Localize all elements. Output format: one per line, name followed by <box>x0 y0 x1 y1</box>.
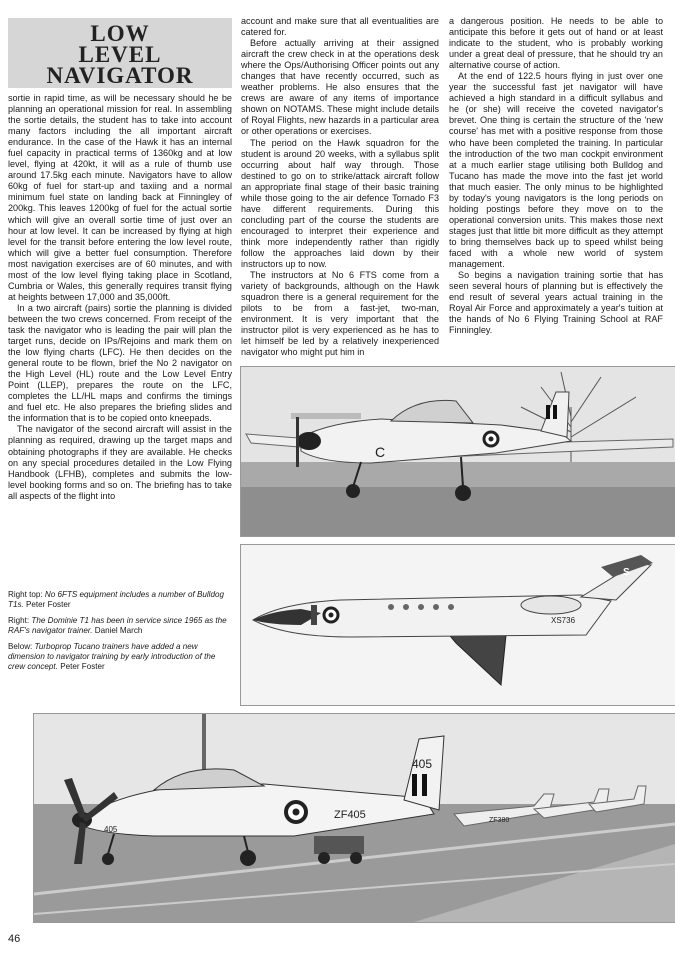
paragraph: So begins a navigation training sortie that has seen several hours of planning but is effectively the end result of several years actual training in the Royal Air Force and approximately a year's tuition at the hands of No 6 Flying Training School at RAF Finningley. <box>449 270 663 336</box>
paragraph: In a two aircraft (pairs) sortie the planning is divided between the two crews concerned. From receipt of the task the navigator who is leading the pair will plan the target runs, decide on IPs/Rejoins and mark them on the low flying charts (LFC). He then decides on the general route to be flown, brief the No 2 navigator on the High Level (HL) route and the Low Level Entry Point (LLEP), prepares the route on the LFC, completes the LL/HL maps and confirms the timings and fuel etc. He also prepares the briefing slides and the information that is to be copied onto kneepads. <box>8 302 232 424</box>
photo-tucano <box>33 713 675 923</box>
paragraph: At the end of 122.5 hours flying in just over one year the successful fast jet navigator will have achieved a high standard in a difficult syllabus and he (or she) will receive the coveted navigator's brevet. One thing is certain the structure of the 'new course' has met with a positive response from those who have been completed the training. In particular the introduction of the two man cockpit environment at a much earlier stage utilising both Bulldog and Tucano has made the move into the fast jet world that much easier. The only minus to be highlighted by today's young navigators is the long periods on holding postings before they move on to the operational conversion units. This makes those next stages just that little bit more difficult as they attempt to bring themselves back up to speed whilst being faced with a whole new world of system management. <box>449 71 663 270</box>
tucano-nose-number: 405 <box>104 825 118 834</box>
tucano2-serial: ZF380 <box>489 817 510 824</box>
paragraph: The period on the Hawk squadron for the student is around 20 weeks, with a syllabus split occurring about half way through. Those destined to go on to strike/attack aircraft follow an appropriate final stage of their basic training while those going to the air defence Tornado F3 have different requirements. During this concluding part of the course the students are encouraged to interpret their experience and think more independently rather than rigidly follow the approaches laid down by their instructors up to now. <box>241 137 439 270</box>
photo-bulldog <box>240 366 675 537</box>
paragraph: account and make sure that all eventualities are catered for. <box>241 16 439 38</box>
article-title-box <box>8 18 232 88</box>
paragraph: The navigator of the second aircraft will assist in the planning as required, drawing up the target maps and obtaining photographs if they are available. He checks on any special procedures detailed in the Low Flying Handbook (LFHB), completes and submits the low-level booking forms and so on. The briefing has to take all aspects of the flight into <box>8 424 232 501</box>
text-column-3 <box>449 16 663 336</box>
photo-dominie <box>240 544 675 706</box>
title-line-2: LEVEL <box>78 42 162 67</box>
captions <box>8 590 232 678</box>
dominie-fin-letter: S <box>623 567 630 578</box>
dominie-serial: XS736 <box>551 616 576 625</box>
paragraph: a dangerous position. He needs to be able to anticipate this before it gets out of hand or at least indicate to the student, who is probably working under a great deal of pressure, that he should try an alternative course of action. <box>449 16 663 71</box>
bulldog-illustration <box>241 367 675 536</box>
page-number: 46 <box>8 933 21 945</box>
caption-dominie: Right: The Dominie T1 has been in service since 1965 as the RAF's navigator trainer. Daniel March <box>8 616 227 635</box>
tucano-illustration <box>34 714 675 922</box>
paragraph: Before actually arriving at their assigned aircraft the crew check in at the operations desk where the Ops/Authorising Officer points out any changes that have recently occurred, such as weather problems. He also ensures that the crews are aware of any items of importance shown on NOTAMS. These might include details of Royal Flights, new hazards in a particular area or other operations or exercises. <box>241 38 439 137</box>
text-column-1 <box>8 93 232 502</box>
tucano-fin-number: 405 <box>412 757 433 771</box>
paragraph: The instructors at No 6 FTS come from a variety of backgrounds, although on the Hawk squadron there is a general requirement for the pilots to be from a fast-jet, two-man, environment. It is very important that the instructor pilot is very experienced as he has to let himself be led by a relatively inexperienced navigator who might put him in <box>241 270 439 358</box>
title-line-1: LOW <box>90 21 150 46</box>
tucano-serial: ZF405 <box>334 809 366 821</box>
dominie-illustration <box>241 545 675 705</box>
bulldog-letter: C <box>375 444 386 460</box>
caption-bulldog: Right top: No 6FTS equipment includes a number of Bulldog T1s. Peter Foster <box>8 590 224 609</box>
paragraph: sortie in rapid time, as will be necessary should he be planning an operational mission for real. In assembling the sortie details, the student has to take into account many factors including the all important aircraft endurance. In the case of the Hawk it has an internal fuel capacity in practical terms of 1360kg and at low level, flying at 420kt, it will as a rule of thumb use around 17.5kg each minute. Navigators have to allow 60kg of fuel for start-up and taxiing and a normal minimum fuel state on landing back at Finningley of 200kg. This leaves 1200kg of fuel for the actual sortie which will give an overall sortie time of just over an hour at low level. It can be increased by flying at high level for the transit before entering the low level route, which will give a better fuel consumption. Therefore most navigation exercises are of 60 minutes, and with most of the low level flying taking place in Scotland, Cumbria or Wales, this generally requires transit flying at heights between 17,000 and 35,000ft. <box>8 93 232 302</box>
title-line-3: NAVIGATOR <box>46 63 194 88</box>
text-column-2 <box>241 16 439 358</box>
caption-tucano: Below: Turboprop Tucano trainers have added a new dimension to navigator training by early introduction of the crew concept. Peter Foster <box>8 642 216 671</box>
